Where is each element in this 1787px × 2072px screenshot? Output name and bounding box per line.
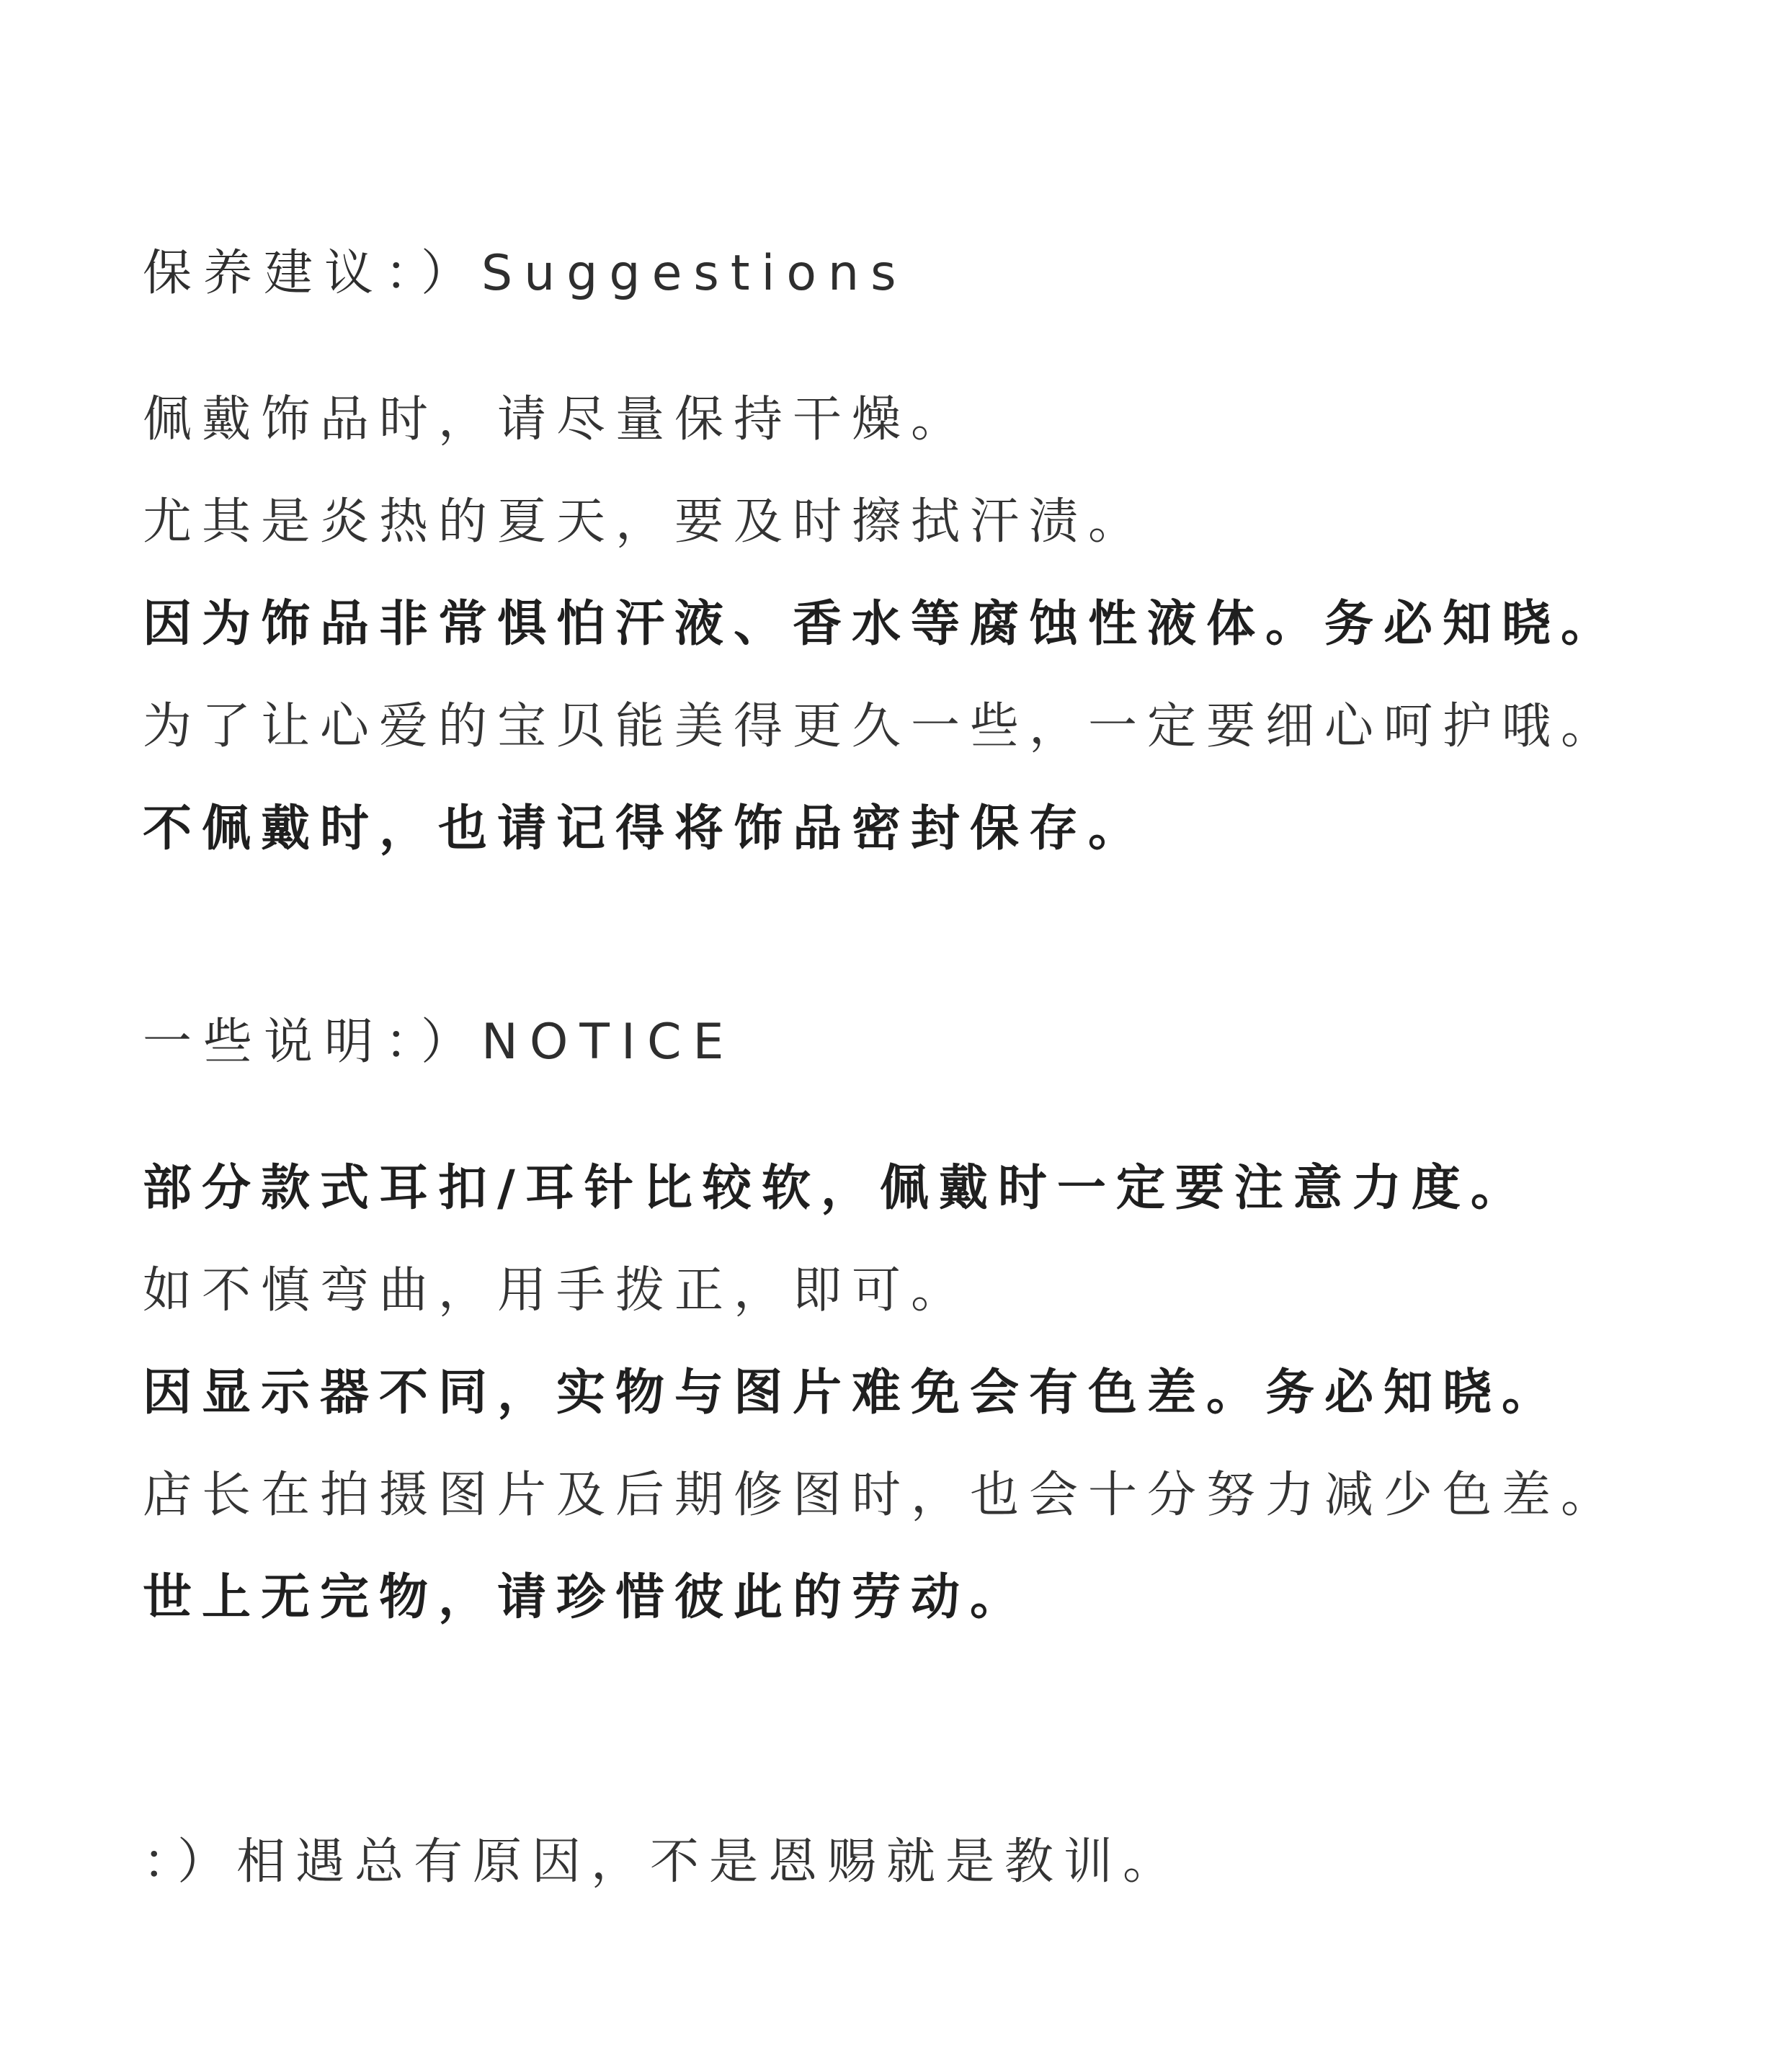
notice-heading: 一些说明：）NOTICE — [143, 1014, 736, 1071]
notice-line-2: 如不慎弯曲，用手拨正，即可。 — [143, 1262, 971, 1319]
suggestion-line-5: 不佩戴时，也请记得将饰品密封保存。 — [143, 800, 1148, 857]
notice-line-3: 因显示器不同，实物与图片难免会有色差。务必知晓。 — [143, 1365, 1561, 1421]
suggestion-line-3: 因为饰品非常惧怕汗液、香水等腐蚀性液体。务必知晓。 — [143, 596, 1621, 653]
closing-line: ：）相遇总有原因，不是恩赐就是教训。 — [143, 1834, 1182, 1890]
notice-line-4: 店长在拍摄图片及后期修图时，也会十分努力减少色差。 — [143, 1467, 1621, 1524]
suggestion-line-4: 为了让心爱的宝贝能美得更久一些，一定要细心呵护哦。 — [143, 698, 1621, 755]
suggestion-line-2: 尤其是炎热的夏天，要及时擦拭汗渍。 — [143, 494, 1148, 550]
notice-line-1: 部分款式耳扣/耳针比较软，佩戴时一定要注意力度。 — [143, 1160, 1530, 1217]
notice-line-5: 世上无完物，请珍惜彼此的劳动。 — [143, 1569, 1030, 1626]
suggestions-heading: 保养建议：）Suggestions — [143, 245, 908, 302]
suggestion-line-1: 佩戴饰品时，请尽量保持干燥。 — [143, 391, 971, 448]
